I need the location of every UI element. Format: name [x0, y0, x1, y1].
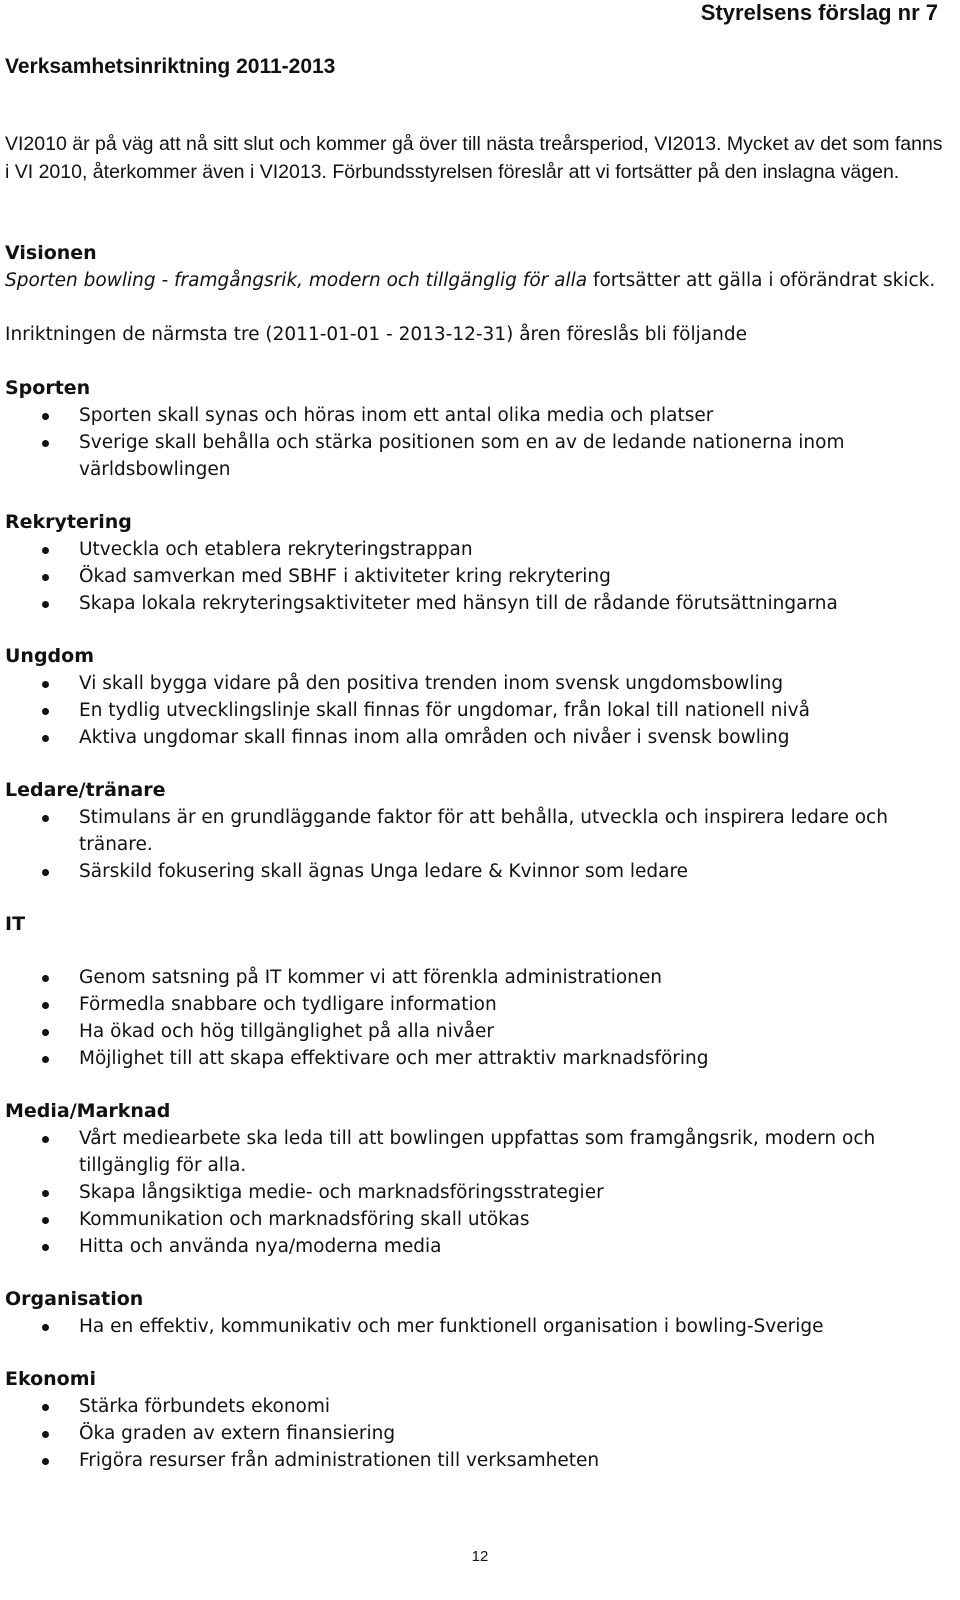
- page-number: 12: [471, 1548, 489, 1565]
- bullet-icon: [42, 547, 49, 554]
- bullet-icon: [42, 1458, 49, 1465]
- bullet-icon: [42, 1190, 49, 1197]
- list-item: Hitta och använda nya/moderna media: [5, 1233, 950, 1260]
- bullet-icon: [42, 681, 49, 688]
- bullet-list-organisation: [5, 1313, 950, 1340]
- intro-paragraph: VI2010 är på väg att nå sitt slut och kommer gå över till nästa treårsperiod, VI2013. Mycket av det som fanns i VI 2010, återkommer även i VI2013. Förbundsstyrelsen föreslår att vi fortsätter på den inslagna vägen.: [5, 133, 943, 183]
- bullet-icon: [42, 440, 49, 447]
- bullet-icon: [42, 815, 49, 822]
- section-ekonomi: [5, 1366, 950, 1474]
- bullet-icon: [42, 1056, 49, 1063]
- list-item: En tydlig utvecklingslinje skall finnas för ungdomar, från lokal till nationell nivå: [5, 697, 950, 724]
- bullet-list-media-marknad: [5, 1125, 950, 1260]
- section-it: [5, 911, 950, 1072]
- bullet-icon: [42, 1217, 49, 1224]
- section-heading-media-marknad: Media/Marknad: [5, 1100, 171, 1122]
- list-item: Genom satsning på IT kommer vi att förenkla administrationen: [5, 964, 950, 991]
- section-heading-ekonomi: Ekonomi: [5, 1368, 97, 1390]
- list-item: Ökad samverkan med SBHF i aktiviteter kring rekrytering: [5, 563, 950, 590]
- bullet-icon: [42, 735, 49, 742]
- vision-section: [5, 240, 950, 294]
- bullet-icon: [42, 1244, 49, 1251]
- section-organisation: [5, 1286, 950, 1340]
- bullet-icon: [42, 1136, 49, 1143]
- list-item: Stimulans är en grundläggande faktor för att behålla, utveckla och inspirera ledare och tränare.: [5, 804, 950, 858]
- bullet-icon: [42, 601, 49, 608]
- list-item: Skapa lokala rekryteringsaktiviteter med hänsyn till de rådande förutsättningarna: [5, 590, 950, 617]
- list-item: Förmedla snabbare och tydligare information: [5, 991, 950, 1018]
- section-ledare-tranare: [5, 777, 950, 885]
- bullet-icon: [42, 869, 49, 876]
- bullet-icon: [42, 1029, 49, 1036]
- bullet-list-ekonomi: [5, 1393, 950, 1474]
- bullet-list-ledare-tranare: [5, 804, 950, 885]
- bullet-icon: [42, 1002, 49, 1009]
- list-item: Vi skall bygga vidare på den positiva trenden inom svensk ungdomsbowling: [5, 670, 950, 697]
- list-item: Särskild fokusering skall ägnas Unga ledare & Kvinnor som ledare: [5, 858, 950, 885]
- bullet-icon: [42, 975, 49, 982]
- vision-heading: Visionen: [5, 242, 97, 264]
- bullet-icon: [42, 708, 49, 715]
- list-item: Vårt mediearbete ska leda till att bowlingen uppfattas som framgångsrik, modern och tillgänglig för alla.: [5, 1125, 950, 1179]
- list-item: Ha ökad och hög tillgänglighet på alla nivåer: [5, 1018, 950, 1045]
- vision-statement: Sporten bowling - framgångsrik, modern och tillgänglig för alla: [5, 270, 588, 291]
- list-item: Frigöra resurser från administrationen till verksamheten: [5, 1447, 950, 1474]
- proposal-number-header: Styrelsens förslag nr 7: [700, 0, 938, 25]
- list-item: Ha en effektiv, kommunikativ och mer funktionell organisation i bowling-Sverige: [5, 1313, 950, 1340]
- bullet-icon: [42, 1324, 49, 1331]
- list-item: Aktiva ungdomar skall finnas inom alla områden och nivåer i svensk bowling: [5, 724, 950, 751]
- section-heading-sporten: Sporten: [5, 377, 91, 399]
- document-title: Verksamhetsinriktning 2011-2013: [5, 55, 336, 78]
- vision-continuation: fortsätter att gälla i oförändrat skick.: [587, 270, 936, 291]
- bullet-list-ungdom: [5, 670, 950, 751]
- bullet-list-sporten: [5, 402, 950, 483]
- list-item: Möjlighet till att skapa effektivare och mer attraktiv marknadsföring: [5, 1045, 950, 1072]
- list-item: Sporten skall synas och höras inom ett antal olika media och platser: [5, 402, 950, 429]
- section-sporten: [5, 375, 950, 483]
- section-rekrytering: [5, 509, 950, 617]
- section-heading-ungdom: Ungdom: [5, 645, 95, 667]
- section-heading-ledare-tranare: Ledare/tränare: [5, 779, 166, 801]
- list-item: Stärka förbundets ekonomi: [5, 1393, 950, 1420]
- direction-intro: Inriktningen de närmsta tre (2011-01-01 - 2013-12-31) åren föreslås bli följande: [5, 324, 747, 345]
- section-heading-organisation: Organisation: [5, 1288, 144, 1310]
- list-item: Utveckla och etablera rekryteringstrappan: [5, 536, 950, 563]
- document-body: [5, 240, 950, 1474]
- bullet-icon: [42, 413, 49, 420]
- bullet-list-it: [5, 964, 950, 1072]
- section-ungdom: [5, 643, 950, 751]
- bullet-icon: [42, 574, 49, 581]
- bullet-icon: [42, 1404, 49, 1411]
- list-item: Sverige skall behålla och stärka positionen som en av de ledande nationerna inom världsbowlingen: [5, 429, 950, 483]
- bullet-list-rekrytering: [5, 536, 950, 617]
- vision-paragraph: [5, 267, 950, 294]
- section-media-marknad: [5, 1098, 950, 1260]
- section-heading-rekrytering: Rekrytering: [5, 511, 132, 533]
- list-item: Kommunikation och marknadsföring skall utökas: [5, 1206, 950, 1233]
- bullet-icon: [42, 1431, 49, 1438]
- list-item: Öka graden av extern finansiering: [5, 1420, 950, 1447]
- section-heading-it: IT: [5, 913, 26, 935]
- list-item: Skapa långsiktiga medie- och marknadsföringsstrategier: [5, 1179, 950, 1206]
